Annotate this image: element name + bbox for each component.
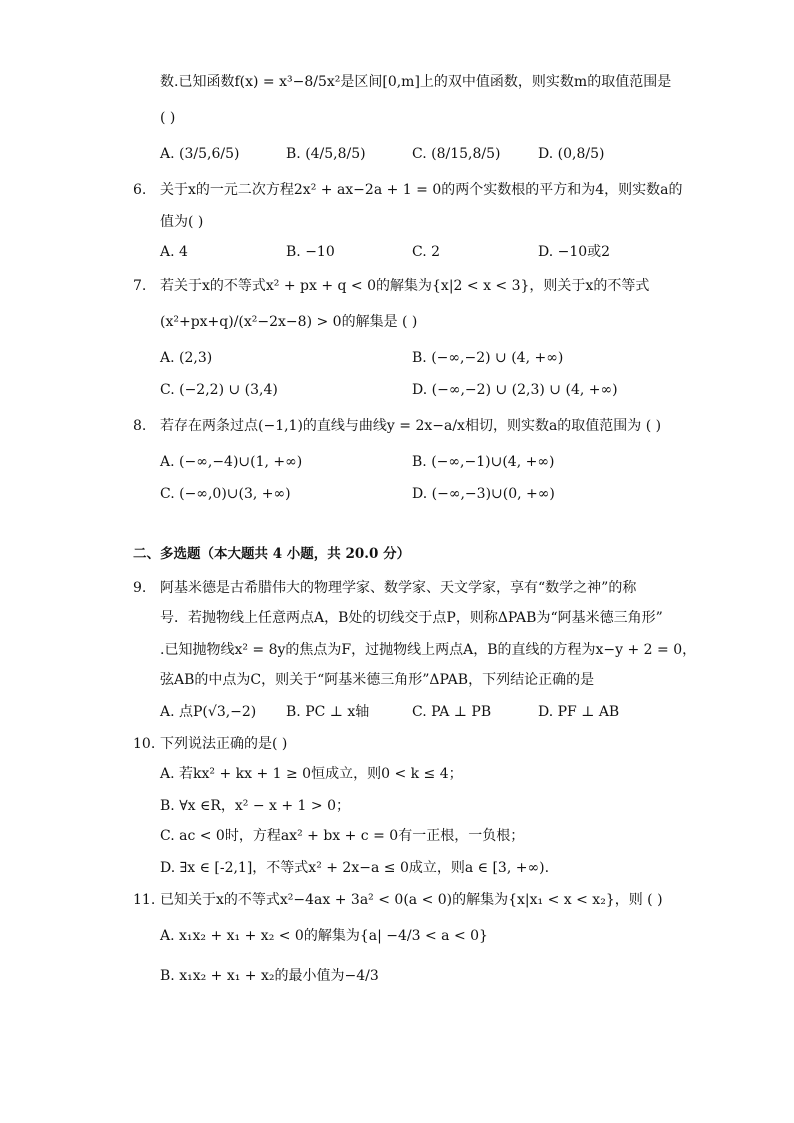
q6-option-b[interactable]: B. −10 — [286, 244, 335, 260]
q10-stem-line1: 下列说法正确的是( ) — [160, 736, 288, 752]
q6-stem-line2: 值为( ) — [160, 214, 204, 230]
q6-option-c[interactable]: C. 2 — [412, 244, 441, 260]
q7-option-d[interactable]: D. (−∞,−2) ∪ (2,3) ∪ (4, +∞) — [412, 382, 618, 398]
q11-number: 11. — [133, 892, 156, 908]
q6-option-d[interactable]: D. −10或2 — [538, 244, 611, 260]
q7-option-b[interactable]: B. (−∞,−2) ∪ (4, +∞) — [412, 350, 564, 366]
q7-stem-line2: (x²+px+q)/(x²−2x−8) > 0的解集是 ( ) — [160, 314, 418, 330]
q8-number: 8. — [133, 418, 147, 434]
section-title-multiple-choice: 二、多选题（本大题共 4 小题，共 20.0 分） — [133, 546, 411, 562]
q9-stem-line1: 阿基米德是古希腊伟大的物理学家、数学家、天文学家，享有“数学之神”的称 — [160, 580, 637, 596]
q9-option-d[interactable]: D. PF ⊥ AB — [538, 704, 620, 720]
q9-number: 9. — [133, 580, 147, 596]
q11-option-a[interactable]: A. x₁x₂ + x₁ + x₂ < 0的解集为{a| −4/3 < a < 0} — [160, 928, 488, 944]
q6-option-a[interactable]: A. 4 — [160, 244, 188, 260]
q9-option-a[interactable]: A. 点P(√3,−2) — [160, 704, 257, 720]
q10-option-a[interactable]: A. 若kx² + kx + 1 ≥ 0恒成立，则0 < k ≤ 4； — [160, 766, 463, 782]
q9-stem-line4: 弦AB的中点为C，则关于“阿基米德三角形”ΔPAB，下列结论正确的是 — [160, 672, 595, 688]
q8-option-d[interactable]: D. (−∞,−3)∪(0, +∞) — [412, 486, 555, 502]
q9-stem-line2: 号．若抛物线上任意两点A，B处的切线交于点P，则称ΔPAB为“阿基米德三角形” — [160, 610, 663, 626]
q5-option-d[interactable]: D. (0,8/5) — [538, 146, 605, 162]
q5-option-c[interactable]: C. (8/15,8/5) — [412, 146, 501, 162]
q5-option-b[interactable]: B. (4/5,8/5) — [286, 146, 366, 162]
q6-stem-line1: 关于x的一元二次方程2x² + ax−2a + 1 = 0的两个实数根的平方和为4，则实数a的 — [160, 182, 683, 198]
q9-option-b[interactable]: B. PC ⊥ x轴 — [286, 704, 370, 720]
q7-option-c[interactable]: C. (−2,2) ∪ (3,4) — [160, 382, 278, 398]
q6-number: 6. — [133, 182, 147, 198]
q8-option-c[interactable]: C. (−∞,0)∪(3, +∞) — [160, 486, 291, 502]
q9-stem-line3: .已知抛物线x² = 8y的焦点为F，过抛物线上两点A，B的直线的方程为x−y + 2 = 0， — [160, 642, 697, 658]
q7-number: 7. — [133, 278, 147, 294]
q10-option-d[interactable]: D. ∃x ∈ [-2,1]，不等式x² + 2x−a ≤ 0成立，则a ∈ [3, +∞). — [160, 860, 550, 876]
q10-number: 10. — [133, 736, 156, 752]
q5-stem-line1: 数.已知函数f(x) = x³−8/5x²是区间[0,m]上的双中值函数，则实数m的取值范围是 — [160, 74, 672, 90]
q8-option-a[interactable]: A. (−∞,−4)∪(1, +∞) — [160, 454, 303, 470]
q7-option-a[interactable]: A. (2,3) — [160, 350, 213, 366]
q11-option-b[interactable]: B. x₁x₂ + x₁ + x₂的最小值为−4/3 — [160, 968, 379, 984]
q5-option-a[interactable]: A. (3/5,6/5) — [160, 146, 240, 162]
q11-stem-line1: 已知关于x的不等式x²−4ax + 3a² < 0(a < 0)的解集为{x|x₁ < x < x₂}，则 ( ) — [160, 892, 663, 908]
q10-option-b[interactable]: B. ∀x ∈R，x² − x + 1 > 0； — [160, 798, 350, 814]
q9-option-c[interactable]: C. PA ⊥ PB — [412, 704, 492, 720]
q8-stem-line1: 若存在两条过点(−1,1)的直线与曲线y = 2x−a/x相切，则实数a的取值范围为 ( ) — [160, 418, 662, 434]
q7-stem-line1: 若关于x的不等式x² + px + q < 0的解集为{x|2 < x < 3}，则关于x的不等式 — [160, 278, 650, 294]
q5-stem-line2: ( ) — [160, 110, 176, 126]
q8-option-b[interactable]: B. (−∞,−1)∪(4, +∞) — [412, 454, 555, 470]
q10-option-c[interactable]: C. ac < 0时，方程ax² + bx + c = 0有一正根，一负根； — [160, 828, 525, 844]
